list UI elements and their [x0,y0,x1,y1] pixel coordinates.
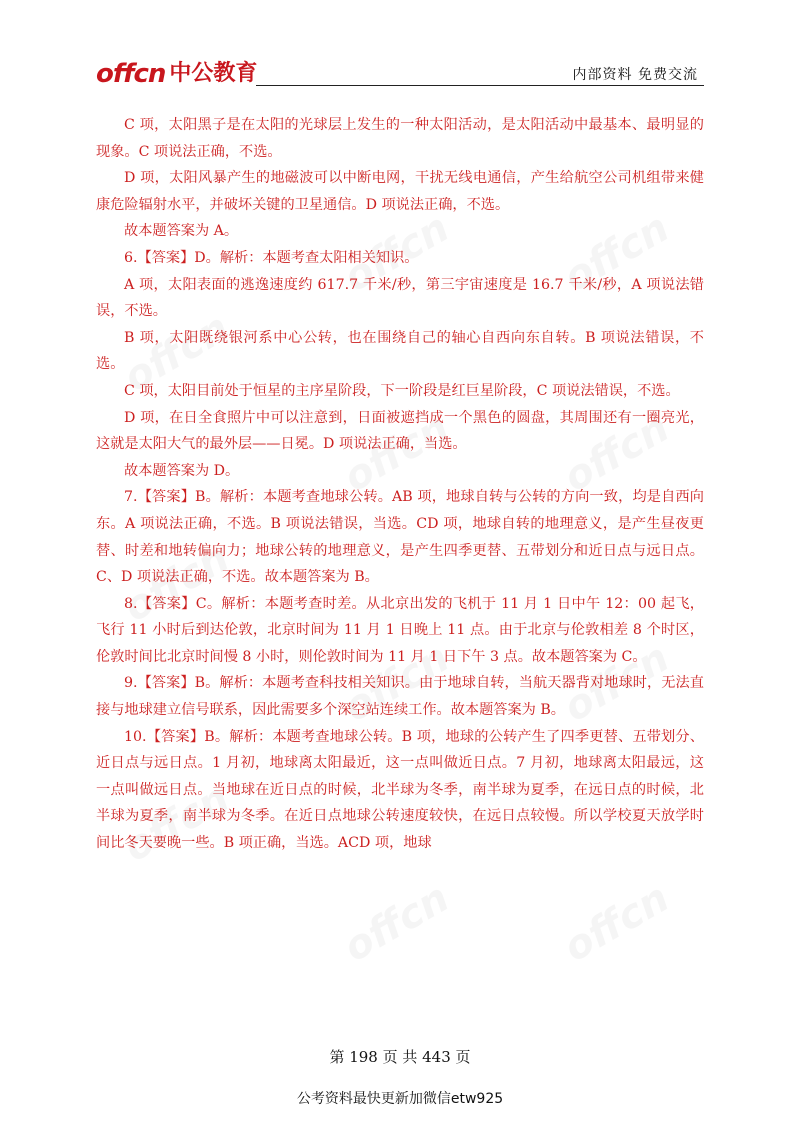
header-rule [256,85,704,86]
logo-text-cn: 中公教育 [169,61,258,86]
paragraph: A 项，太阳表面的逃逸速度约 617.7 千米/秒，第三宇宙速度是 16.7 千米/秒，A 项说法错误，不选。 [96,276,704,320]
paragraph: C 项，太阳黑子是在太阳的光球层上发生的一种太阳活动，是太阳活动中最基本、最明显的现象。C 项说法正确，不选。 [96,117,704,160]
page-header [96,58,704,88]
paragraph: 故本题答案为 A。 [124,223,239,240]
watermark [336,875,457,971]
document-body [96,112,704,857]
paragraph: 故本题答案为 D。 [124,462,240,479]
header-note: 内部资料 免费交流 [572,67,698,83]
paragraph: B 项，太阳既绕银河系中心公转，也在围绕自己的轴心自西向东自转。B 项说法错误，不选。 [96,329,704,373]
paragraph: 8.【答案】C。解析：本题考查时差。从北京出发的飞机于 11 月 1 日中午 12：00 起飞，飞行 11 小时后到达伦敦，北京时间为 11 月 1 日晚上 11 点。由于北京与伦敦相差 8 个时区，伦敦时间比北京时间慢 8 小时，则伦敦时间为 11 月 1 日下午 3 点。故本题答案为 C。 [96,595,704,665]
paragraph: 6.【答案】D。解析：本题考查太阳相关知识。 [124,249,419,266]
watermark [556,875,677,971]
footer-note: 公考资料最快更新加微信etw925 [296,1091,504,1107]
offcn-logo [96,58,257,88]
logo-text-en: offcn [96,59,166,89]
paragraph: 9.【答案】B。解析：本题考查科技相关知识。由于地球自转，当航天器背对地球时，无法直接与地球建立信号联系，因此需要多个深空站连续工作。故本题答案为 B。 [96,675,704,719]
page-number: 第 198 页 共 443 页 [329,1048,471,1066]
paragraph: D 项，太阳风暴产生的地磁波可以中断电网，干扰无线电通信，产生给航空公司机组带来健康危险辐射水平，并破坏关键的卫星通信。D 项说法正确，不选。 [96,170,704,213]
paragraph: C 项，太阳目前处于恒星的主序星阶段，下一阶段是红巨星阶段，C 项说法错误，不选。 [124,382,680,399]
paragraph: 7.【答案】B。解析：本题考查地球公转。AB 项，地球自转与公转的方向一致，均是自西向东。A 项说法正确，不选。B 项说法错误，当选。CD 项，地球自转的地理意义，是产生昼夜更替、时差和地转偏向力；地球公转的地理意义，是产生四季更替、五带划分和近日点与远日点。C、D 项说法正确，不选。故本题答案为 B。 [96,489,704,586]
paragraph: 10.【答案】B。解析：本题考查地球公转。B 项，地球的公转产生了四季更替、五带划分、近日点与远日点。1 月初，地球离太阳最近，这一点叫做近日点。7 月初，地球离太阳最远，这一点叫做远日点。当地球在近日点的时候，北半球为冬季，南半球为夏季，在远日点的时候，北半球为夏季，南半球为冬季。在近日点地球公转速度较快，在远日点较慢。所以学校夏天放学时间比冬天要晚一些。B 项正确，当选。ACD 项，地球 [96,728,704,852]
paragraph: D 项，在日全食照片中可以注意到，日面被遮挡成一个黑色的圆盘，其周围还有一圈亮光，这就是太阳大气的最外层——日冕。D 项说法正确，当选。 [96,409,704,453]
